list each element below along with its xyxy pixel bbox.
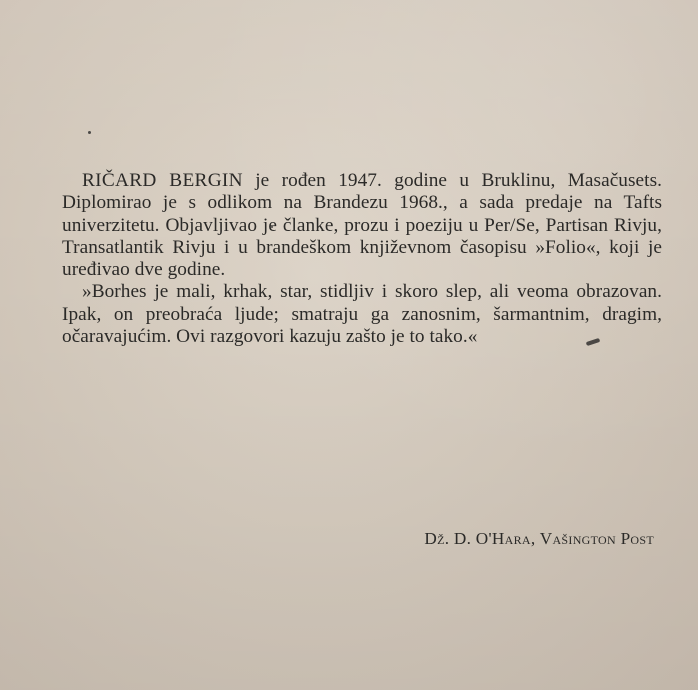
quote-attribution: Dž. D. O'Hara, Vašington Post (424, 529, 654, 548)
quote-paragraph: »Borhes je mali, krhak, star, stidljiv i skoro slep, ali veoma obrazovan. Ipak, on preobraća ljude; smatraju ga zanosnim, šarmantnim, dragim, očaravajućim. Ovi razgovori kazuju zašto je to tako.« (62, 281, 662, 348)
ink-speck (88, 131, 91, 134)
author-name: RIČARD BERGIN (82, 170, 243, 191)
author-bio-paragraph (62, 170, 662, 281)
author-bio-text: je rođen 1947. godine u Bruklinu, Masačusets. Diplomirao je s odlikom na Brandezu 1968., a sada predaje na Tafts univerzitetu. Objavljivao je članke, prozu i poeziju u Per/Se, Partisan Rivju, Transatlantik Rivju i u brandeškom književnom časopisu »Folio«, koji je uređivao dve godine. (62, 170, 662, 281)
biography-text (62, 170, 662, 348)
